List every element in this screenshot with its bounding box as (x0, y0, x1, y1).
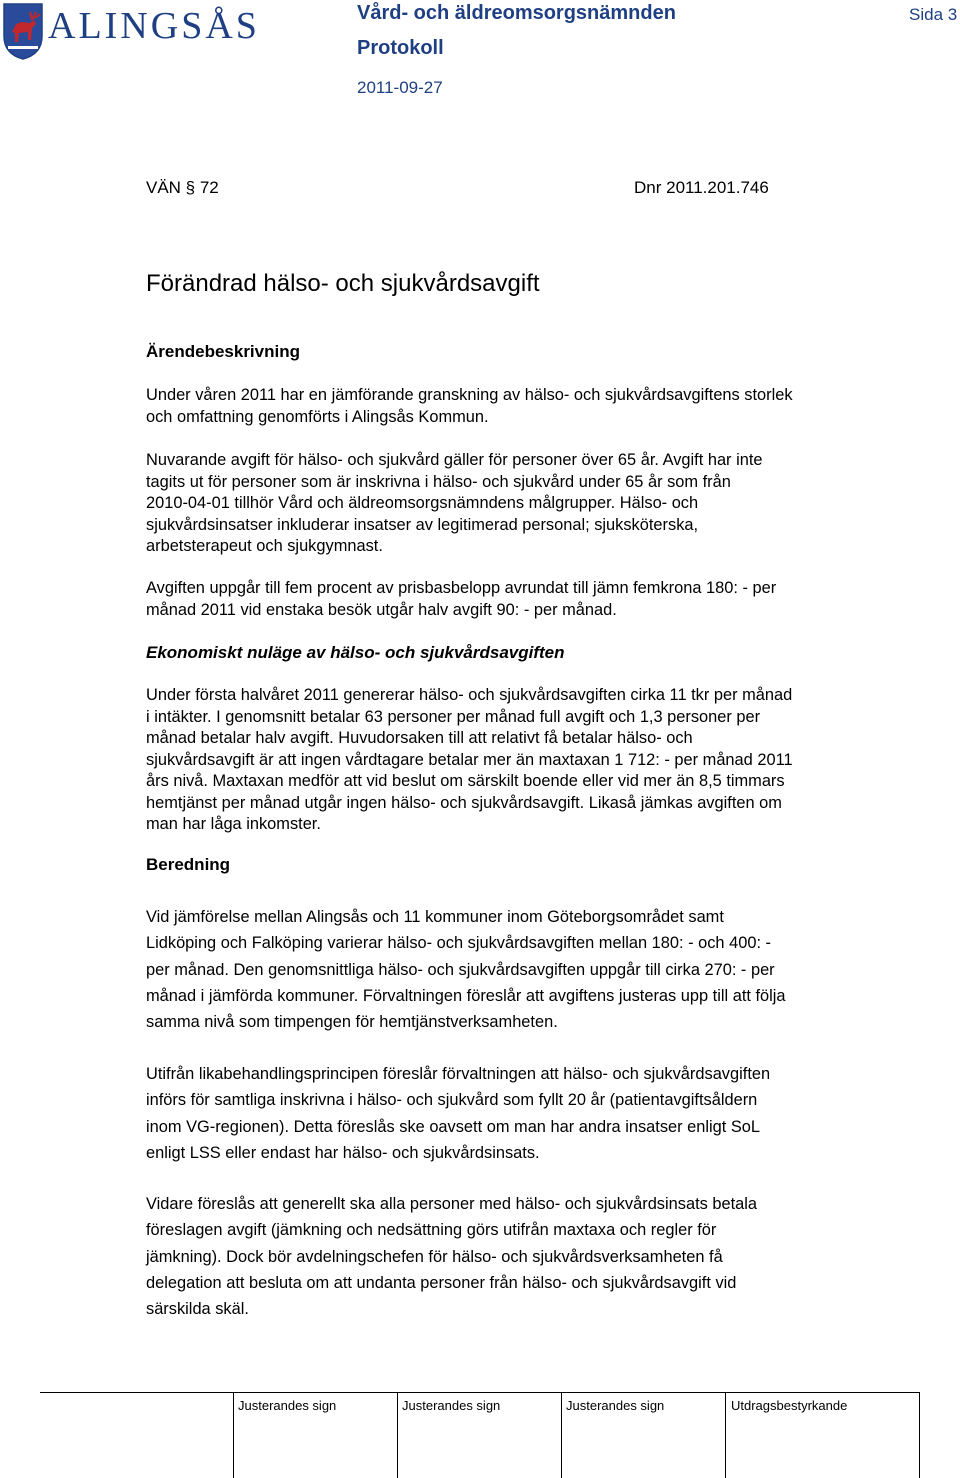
text-line: månad 2011 vid enstaka besök utgår halv avgift 90: - per månad. (146, 600, 617, 619)
text-line: Under våren 2011 har en jämförande granskning av hälso- och sjukvårdsavgiftens storlek (146, 386, 793, 404)
text-line: 2010-04-01 tillhör Vård och äldreomsorgsnämndens målgrupper. Hälso- och (146, 494, 699, 512)
signature-divider (561, 1392, 562, 1478)
text-line: föreslagen avgift (jämkning och nedsättning görs utifrån maxtaxa och regler för (146, 1221, 717, 1240)
text-line: enligt LSS eller endast har hälso- och sjukvårdsinsats. (146, 1143, 540, 1162)
coat-of-arms-icon (2, 2, 44, 60)
paragraph-arende-1 (146, 385, 793, 428)
footer-rule (40, 1392, 920, 1393)
signature-box-2-label: Justerandes sign (402, 1398, 501, 1413)
signature-box-3-label: Justerandes sign (566, 1398, 665, 1413)
paragraph-arende-2 (146, 450, 763, 558)
signature-divider (919, 1392, 920, 1478)
section-heading-arende: Ärendebeskrivning (146, 342, 300, 361)
text-line: Utifrån likabehandlingsprincipen föreslår förvaltningen att hälso- och sjukvårdsavgiften (146, 1065, 771, 1083)
signature-divider (725, 1392, 726, 1478)
text-line: Under första halvåret 2011 genererar hälso- och sjukvårdsavgiften cirka 11 tkr per månad (146, 686, 793, 704)
text-line: Lidköping och Falköping varierar hälso- och sjukvårdsavgiften mellan 180: - och 400: - (146, 934, 772, 953)
committee-name: Vård- och äldreomsorgsnämnden (357, 2, 676, 24)
logo-wordmark: ALINGSÅS (48, 5, 260, 47)
text-line: års nivå. Maxtaxan medför att vid beslut om särskilt boende eller vid mer än 8,5 timmars (146, 772, 785, 790)
page-title: Förändrad hälso- och sjukvårdsavgift (146, 270, 540, 297)
text-line: införs för samtliga inskrivna i hälso- och sjukvård som fyllt 20 år (patientavgiftsåldern (146, 1091, 758, 1110)
text-line: särskilda skäl. (146, 1300, 249, 1319)
text-line: man har låga inkomster. (146, 815, 321, 833)
municipality-logo (0, 0, 260, 62)
text-line: tagits ut för personer som är inskrivna i hälso- och sjukvård under 65 år som från (146, 472, 731, 491)
text-line: arbetsterapeut och sjukgymnast. (146, 537, 383, 555)
section-heading-ekonomi: Ekonomiskt nuläge av hälso- och sjukvårdsavgiften (146, 643, 565, 662)
paragraph-arende-3 (146, 578, 776, 621)
text-line: Vid jämförelse mellan Alingsås och 11 kommuner inom Göteborgsområdet samt (146, 908, 724, 926)
text-line: samma nivå som timpengen för hemtjänstverksamheten. (146, 1013, 558, 1032)
page-number: Sida 3 (909, 5, 958, 24)
signature-divider (397, 1392, 398, 1478)
document-type: Protokoll (357, 37, 444, 59)
text-line: inom VG-regionen). Detta föreslås ske oavsett om man har andra insatser enligt SoL (146, 1117, 761, 1136)
text-line: per månad. Den genomsnittliga hälso- och sjukvårdsavgiften uppgår till cirka 270: - per (146, 960, 775, 979)
text-line: delegation att besluta om att undanta personer från hälso- och sjukvårdsavgift vid (146, 1273, 737, 1292)
meeting-date: 2011-09-27 (357, 78, 443, 97)
signature-box-1-label: Justerandes sign (238, 1398, 337, 1413)
text-line: hemtjänst per månad utgår ingen hälso- och sjukvårdsavgift. Likaså jämkas avgiften om (146, 793, 782, 812)
text-line: och omfattning genomförts i Alingsås Kommun. (146, 407, 489, 426)
extract-certification-label: Utdragsbestyrkande (731, 1398, 848, 1413)
text-line: månad i jämförda kommuner. Förvaltningen föreslår att avgiftens justeras upp till att följa (146, 986, 786, 1005)
text-line: Avgiften uppgår till fem procent av prisbasbelopp avrundat till jämn femkrona 180: - per (146, 579, 777, 597)
paragraph-reference: VÄN § 72 (146, 178, 219, 197)
text-line: månad betalar halv avgift. Huvudorsaken till att relativt få betalar hälso- och (146, 729, 693, 747)
text-line: jämkning). Dock bör avdelningschefen för hälso- och sjukvårdsverksamheten få (146, 1247, 723, 1266)
text-line: Vidare föreslås att generellt ska alla personer med hälso- och sjukvårdsinsats betala (146, 1195, 758, 1213)
paragraph-beredning-1 (146, 904, 786, 1035)
diary-number: Dnr 2011.201.746 (634, 178, 769, 197)
text-line: i intäkter. I genomsnitt betalar 63 personer per månad full avgift och 1,3 personer per (146, 707, 761, 726)
section-heading-beredning: Beredning (146, 855, 231, 874)
text-line: sjukvårdsavgift är att ingen vårdtagare betalar mer än maxtaxan 1 712: - per månad 2011 (146, 750, 793, 769)
text-line: sjukvårdsinsatser inkluderar insatser av legitimerad personal; sjuksköterska, (146, 515, 699, 534)
paragraph-beredning-3 (146, 1191, 757, 1322)
paragraph-ekonomi-1 (146, 685, 793, 836)
text-line: Nuvarande avgift för hälso- och sjukvård gäller för personer över 65 år. Avgift har inte (146, 451, 763, 469)
signature-divider (233, 1392, 234, 1478)
paragraph-beredning-2 (146, 1061, 770, 1166)
